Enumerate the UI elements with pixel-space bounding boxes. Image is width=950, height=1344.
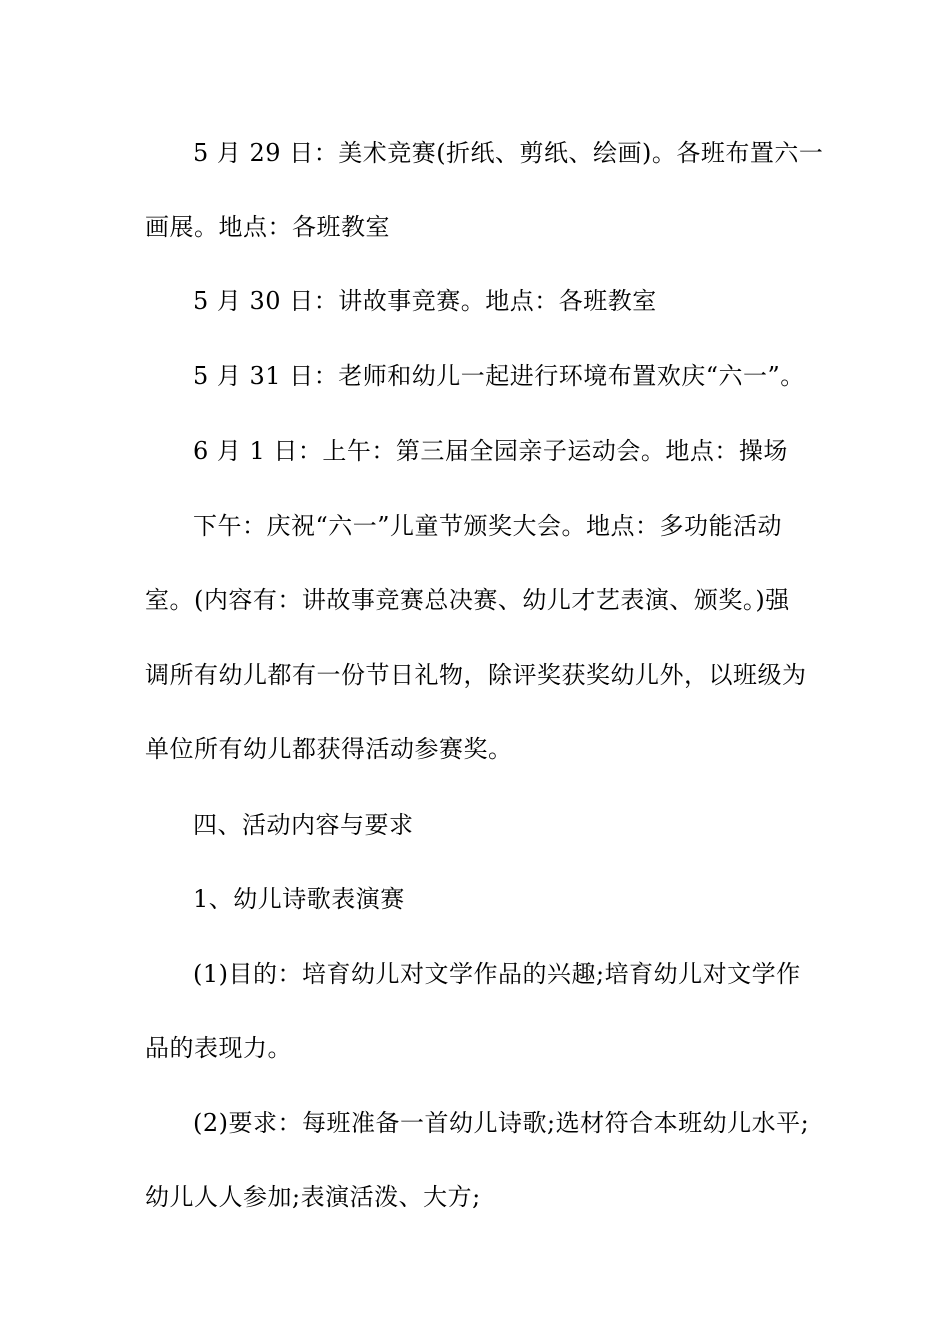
- paragraph-line: (1)目的：培育幼儿对文学作品的兴趣;培育幼儿对文学作: [193, 960, 801, 988]
- paragraph-line: 6 月 1 日：上午：第三届全园亲子运动会。地点：操场: [193, 437, 788, 465]
- paragraph-line: 品的表现力。: [145, 1034, 292, 1062]
- paragraph-line: 室。(内容有：讲故事竞赛总决赛、幼儿才艺表演、颁奖。)强: [145, 586, 790, 614]
- paragraph-line: 5 月 31 日：老师和幼儿一起进行环境布置欢庆“六一”。: [193, 362, 805, 390]
- section-heading: 四、活动内容与要求: [193, 811, 414, 839]
- paragraph-line: 5 月 29 日：美术竞赛(折纸、剪纸、绘画)。各班布置六一: [193, 139, 824, 167]
- paragraph-line: 画展。地点：各班教室: [145, 213, 390, 241]
- subsection-heading: 1、幼儿诗歌表演赛: [193, 885, 405, 913]
- paragraph-line: 调所有幼儿都有一份节日礼物，除评奖获奖幼儿外，以班级为: [145, 661, 807, 689]
- paragraph-line: 幼儿人人参加;表演活泼、大方;: [145, 1183, 481, 1211]
- paragraph-line: 下午：庆祝“六一”儿童节颁奖大会。地点：多功能活动: [193, 512, 783, 540]
- paragraph-line: (2)要求：每班准备一首幼儿诗歌;选材符合本班幼儿水平;: [193, 1109, 810, 1137]
- paragraph-line: 单位所有幼儿都获得活动参赛奖。: [145, 735, 513, 763]
- paragraph-line: 5 月 30 日：讲故事竞赛。地点：各班教室: [193, 287, 657, 315]
